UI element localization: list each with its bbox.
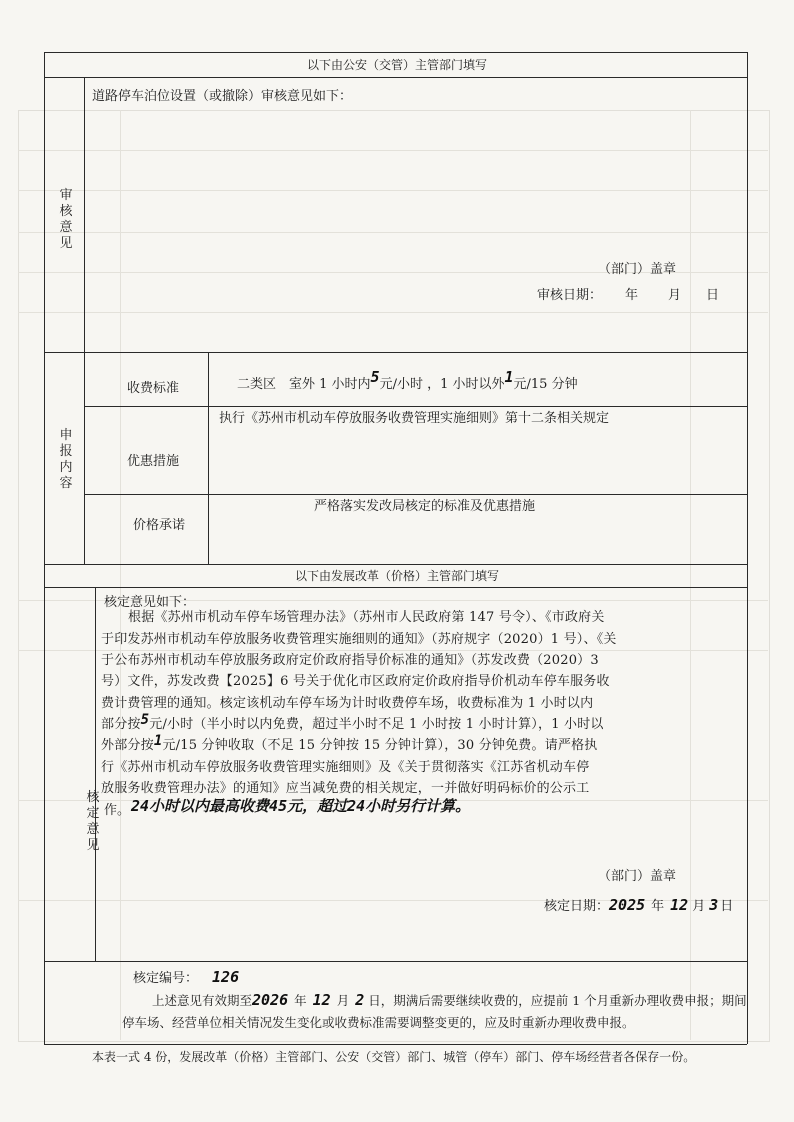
approve-body-6b: 元/小时（半小时以内免费，超过半小时不足 1 小时按 1 小时计算），1 小时以	[149, 717, 604, 732]
approve-date-month-unit: 月	[692, 899, 706, 914]
review-label-divider	[84, 77, 85, 564]
table-right-border	[747, 52, 748, 1044]
validity-year: 2026	[252, 991, 289, 1009]
review-date-year: 年	[625, 288, 639, 303]
fee-prefix: 二类区 室外 1 小时内	[237, 377, 371, 392]
discount-label: 优惠措施	[127, 454, 180, 469]
approve-body-10: 作。	[104, 803, 131, 818]
approve-body-4: 号）文件，苏发改费【2025】6 号关于优化市区政府定价政府指导价机动车停车服务收	[101, 674, 610, 689]
review-seal: （部门）盖章	[598, 262, 677, 277]
validity-month-unit: 月	[336, 993, 350, 1008]
validity-day-unit: 日，	[368, 993, 394, 1008]
approve-number-value: 126	[212, 968, 240, 986]
approve-heading: 核定意见如下：	[104, 595, 196, 610]
approve-body-6	[101, 714, 737, 735]
approve-label-divider	[95, 587, 96, 961]
approve-date-month: 12	[670, 896, 689, 914]
approve-date	[544, 895, 733, 917]
fee-standard-text	[237, 368, 578, 395]
police-section-header: 以下由公安（交管）主管部门填写	[306, 58, 487, 72]
validity-line-2: 停车场、经营单位相关情况发生变化或收费标准需要调整变更的，应及时重新办理收费申报。	[122, 1015, 635, 1030]
review-date-label: 审核日期：	[537, 288, 603, 303]
footer-note: 本表一式 4 份，发展改革（价格）主管部门、公安（交管）部门、城管（停车）部门、停车场经营者各保存一份。	[92, 1050, 696, 1064]
approve-body-8: 行《苏州市机动车停放服务收费管理实施细则》及《关于贯彻落实《江苏省机动车停	[101, 760, 590, 775]
table-bottom-border	[44, 1044, 747, 1045]
validity-suffix: 期满后需要继续收费的，应提前 1 个月重新办理收费申报；期间	[393, 993, 747, 1008]
header-divider	[44, 77, 747, 78]
fee-label: 收费标准	[127, 381, 180, 396]
approve-date-year-unit: 年	[651, 899, 665, 914]
approve-handwritten-note: 24小时以内最高收费45元，超过24小时另行计算。	[131, 797, 471, 815]
approve-value-1: 5	[140, 712, 150, 728]
fee-value-1: 5	[370, 368, 380, 386]
approve-seal: （部门）盖章	[598, 869, 677, 884]
approve-bottom-divider	[44, 961, 747, 962]
approve-date-day: 3	[709, 896, 719, 914]
approve-number	[133, 967, 239, 989]
approve-body-2: 于印发苏州市机动车停放服务收费管理实施细则的通知》（苏府规字（2020）1 号）、《关	[101, 632, 617, 647]
approve-body-1: 根据《苏州市机动车停车场管理办法》（苏州市人民政府第 147 号令）、《市政府关	[128, 610, 605, 625]
validity-day: 2	[355, 991, 365, 1009]
validity-month: 12	[312, 991, 331, 1009]
table-left-border	[44, 52, 45, 1044]
review-prompt: 道路停车泊位设置（或撤除）审核意见如下：	[92, 89, 353, 104]
approve-body-5: 费计费管理的通知。核定该机动车停车场为计时收费停车场，收费标准为 1 小时以内	[101, 696, 594, 711]
declare-bottom-divider	[44, 564, 747, 565]
approve-date-label: 核定日期：	[544, 899, 610, 914]
approve-body-9: 放服务收费管理办法》的通知》应当减免费的相关规定，一并做好明码标价的公示工	[101, 781, 590, 796]
validity-prefix: 上述意见有效期至	[152, 993, 253, 1008]
review-bottom-divider	[44, 352, 747, 353]
approve-value-2: 1	[153, 733, 163, 749]
approve-label: 核定意见	[86, 790, 100, 853]
approve-body-7a: 外部分按	[101, 738, 154, 753]
approve-body-3: 于公布苏州市机动车停放服务政府定价政府指导价标准的通知》（苏发改费（2020）3	[101, 653, 599, 668]
discount-row-divider	[84, 494, 747, 495]
discount-value: 执行《苏州市机动车停放服务收费管理实施细则》第十二条相关规定	[219, 411, 610, 426]
review-date-day: 日	[706, 288, 720, 303]
declare-label-divider	[208, 352, 209, 564]
review-date-month: 月	[668, 288, 682, 303]
declare-label: 申报内容	[59, 428, 73, 491]
promise-label: 价格承诺	[133, 518, 186, 533]
validity-line-1	[152, 990, 747, 1011]
approve-body-6a: 部分按	[101, 717, 141, 732]
price-header-divider	[44, 587, 747, 588]
approve-body-7b: 元/15 分钟收取（不足 15 分钟按 15 分钟计算），30 分钟免费。请严格执	[162, 738, 598, 753]
fee-row-divider	[84, 406, 747, 407]
fee-value-2: 1	[504, 368, 514, 386]
fee-suffix: 元/15 分钟	[513, 377, 578, 392]
approve-date-day-unit: 日	[720, 899, 734, 914]
review-label: 审核意见	[59, 188, 73, 251]
price-section-header: 以下由发展改革（价格）主管部门填写	[294, 569, 499, 583]
validity-year-unit: 年	[294, 993, 307, 1008]
approve-number-label: 核定编号：	[133, 971, 199, 986]
approve-date-year: 2025	[609, 896, 646, 914]
approve-body-7	[101, 735, 737, 756]
promise-value: 严格落实发改局核定的标准及优惠措施	[314, 499, 536, 514]
fee-mid: 元/小时 ，1 小时以外	[379, 377, 505, 392]
table-top-border	[44, 52, 747, 53]
